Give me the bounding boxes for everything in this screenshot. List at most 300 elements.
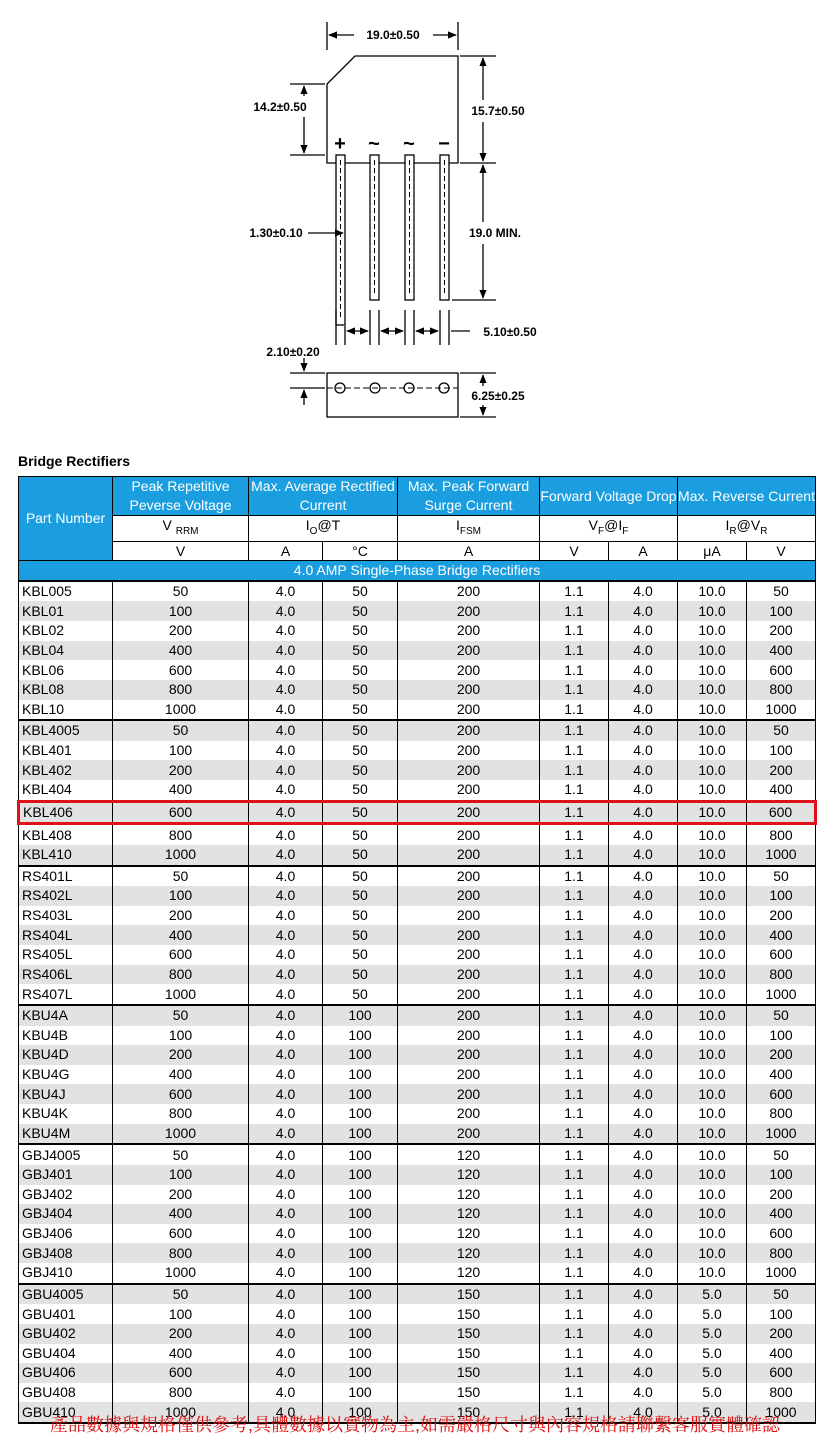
cell-ir: 10.0 <box>678 780 747 801</box>
cell-if: 4.0 <box>609 1263 678 1284</box>
symbol-ifsm: $I_{FSM}$ <box>398 516 540 542</box>
cell-ifsm: 200 <box>398 945 540 965</box>
cell-ifsm: 150 <box>398 1363 540 1383</box>
cell-vrrm: 800 <box>113 965 249 985</box>
cell-temp: 50 <box>323 886 398 906</box>
cell-temp: 100 <box>323 1185 398 1205</box>
cell-part-number: KBL402 <box>19 760 113 780</box>
cell-vf: 1.1 <box>540 1383 609 1403</box>
cell-ifsm: 200 <box>398 1084 540 1104</box>
table-row <box>19 760 816 780</box>
cell-part-number: KBL4005 <box>19 720 113 741</box>
cell-ir: 5.0 <box>678 1344 747 1364</box>
cell-vrrm: 50 <box>113 581 249 602</box>
cell-vf: 1.1 <box>540 1224 609 1244</box>
dim-body-left: 14.2±0.50 <box>253 100 307 114</box>
cell-io: 4.0 <box>249 700 323 721</box>
unit-temp: °C <box>323 541 398 560</box>
cell-vf: 1.1 <box>540 720 609 741</box>
cell-vrrm: 1000 <box>113 700 249 721</box>
cell-part-number: KBL10 <box>19 700 113 721</box>
cell-vr: 50 <box>747 1005 816 1026</box>
cell-vf: 1.1 <box>540 1263 609 1284</box>
cell-if: 4.0 <box>609 1084 678 1104</box>
cell-ir: 10.0 <box>678 1104 747 1124</box>
cell-ir: 5.0 <box>678 1284 747 1305</box>
cell-vr: 1000 <box>747 984 816 1005</box>
cell-io: 4.0 <box>249 601 323 621</box>
table-row <box>19 1204 816 1224</box>
cell-vrrm: 100 <box>113 1304 249 1324</box>
cell-ifsm: 200 <box>398 741 540 761</box>
cell-io: 4.0 <box>249 845 323 866</box>
cell-vr: 1000 <box>747 845 816 866</box>
cell-vr: 100 <box>747 1026 816 1046</box>
cell-vr: 600 <box>747 1084 816 1104</box>
cell-ir: 10.0 <box>678 641 747 661</box>
table-row <box>19 660 816 680</box>
cell-if: 4.0 <box>609 1224 678 1244</box>
cell-vrrm: 800 <box>113 824 249 845</box>
cell-part-number: GBJ404 <box>19 1204 113 1224</box>
cell-io: 4.0 <box>249 906 323 926</box>
cell-vr: 400 <box>747 780 816 801</box>
cell-ir: 10.0 <box>678 1185 747 1205</box>
cell-ifsm: 200 <box>398 801 540 824</box>
cell-vr: 200 <box>747 621 816 641</box>
table-row <box>19 1383 816 1403</box>
cell-part-number: KBL408 <box>19 824 113 845</box>
table-row <box>19 780 816 801</box>
cell-vf: 1.1 <box>540 1084 609 1104</box>
cell-io: 4.0 <box>249 984 323 1005</box>
cell-ifsm: 200 <box>398 1026 540 1046</box>
table-row <box>19 1026 816 1046</box>
unit-ir: μA <box>678 541 747 560</box>
spec-table <box>17 476 817 1424</box>
dim-width: 19.0±0.50 <box>366 28 420 42</box>
category-band: 4.0 AMP Single-Phase Bridge Rectifiers <box>19 560 816 581</box>
cell-ir: 10.0 <box>678 925 747 945</box>
cell-temp: 100 <box>323 1383 398 1403</box>
header-ir: Max. Reverse Current <box>678 477 816 516</box>
cell-ifsm: 200 <box>398 680 540 700</box>
cell-ifsm: 200 <box>398 601 540 621</box>
cell-io: 4.0 <box>249 780 323 801</box>
cell-part-number: GBU404 <box>19 1344 113 1364</box>
pin-mark-minus: − <box>438 133 450 155</box>
table-row <box>19 1284 816 1305</box>
cell-if: 4.0 <box>609 965 678 985</box>
cell-vf: 1.1 <box>540 760 609 780</box>
symbol-vf: $V_F@I_F$ <box>540 516 678 542</box>
cell-part-number: GBU4005 <box>19 1284 113 1305</box>
cell-part-number: GBU401 <box>19 1304 113 1324</box>
cell-ir: 10.0 <box>678 886 747 906</box>
cell-ir: 10.0 <box>678 581 747 602</box>
cell-if: 4.0 <box>609 945 678 965</box>
dim-lead-offset: 2.10±0.20 <box>266 345 320 359</box>
cell-vr: 400 <box>747 1344 816 1364</box>
cell-vf: 1.1 <box>540 1065 609 1085</box>
cell-if: 4.0 <box>609 700 678 721</box>
table-row <box>19 845 816 866</box>
cell-if: 4.0 <box>609 641 678 661</box>
cell-vrrm: 50 <box>113 1144 249 1165</box>
cell-temp: 100 <box>323 1243 398 1263</box>
cell-io: 4.0 <box>249 824 323 845</box>
cell-if: 4.0 <box>609 601 678 621</box>
cell-part-number: RS405L <box>19 945 113 965</box>
cell-ifsm: 200 <box>398 886 540 906</box>
cell-temp: 50 <box>323 601 398 621</box>
cell-vr: 600 <box>747 660 816 680</box>
cell-vf: 1.1 <box>540 1045 609 1065</box>
cell-ir: 10.0 <box>678 720 747 741</box>
cell-vf: 1.1 <box>540 845 609 866</box>
cell-vrrm: 200 <box>113 1185 249 1205</box>
section-title: Bridge Rectifiers <box>18 453 131 469</box>
cell-part-number: KBL406 <box>19 801 113 824</box>
cell-ir: 10.0 <box>678 760 747 780</box>
cell-io: 4.0 <box>249 741 323 761</box>
cell-ir: 10.0 <box>678 984 747 1005</box>
cell-ir: 10.0 <box>678 1224 747 1244</box>
table-row <box>19 1065 816 1085</box>
table-row <box>19 886 816 906</box>
cell-vr: 200 <box>747 1185 816 1205</box>
cell-vf: 1.1 <box>540 965 609 985</box>
cell-part-number: KBU4A <box>19 1005 113 1026</box>
cell-io: 4.0 <box>249 760 323 780</box>
cell-vr: 50 <box>747 866 816 887</box>
dim-lead-length: 19.0 MIN. <box>468 226 522 240</box>
cell-vrrm: 200 <box>113 1045 249 1065</box>
table-row <box>19 925 816 945</box>
cell-io: 4.0 <box>249 945 323 965</box>
cell-if: 4.0 <box>609 1045 678 1065</box>
dim-thickness: 6.25±0.25 <box>471 389 525 403</box>
cell-io: 4.0 <box>249 1026 323 1046</box>
cell-part-number: GBJ408 <box>19 1243 113 1263</box>
cell-vf: 1.1 <box>540 925 609 945</box>
table-body <box>19 581 816 1423</box>
header-ifsm: Max. Peak Forward Surge Current <box>398 477 540 516</box>
cell-vf: 1.1 <box>540 700 609 721</box>
cell-vf: 1.1 <box>540 906 609 926</box>
symbol-io: $I_O@T$ <box>249 516 398 542</box>
cell-ifsm: 200 <box>398 700 540 721</box>
cell-ifsm: 150 <box>398 1324 540 1344</box>
table-row <box>19 601 816 621</box>
cell-vr: 200 <box>747 1324 816 1344</box>
unit-vf: V <box>540 541 609 560</box>
cell-vf: 1.1 <box>540 1243 609 1263</box>
cell-temp: 100 <box>323 1165 398 1185</box>
cell-vf: 1.1 <box>540 984 609 1005</box>
cell-if: 4.0 <box>609 1165 678 1185</box>
cell-temp: 100 <box>323 1304 398 1324</box>
cell-part-number: KBL02 <box>19 621 113 641</box>
cell-part-number: KBU4M <box>19 1124 113 1145</box>
cell-io: 4.0 <box>249 1185 323 1205</box>
cell-ifsm: 150 <box>398 1304 540 1324</box>
cell-ifsm: 200 <box>398 1005 540 1026</box>
cell-part-number: KBL04 <box>19 641 113 661</box>
cell-if: 4.0 <box>609 845 678 866</box>
cell-ir: 5.0 <box>678 1363 747 1383</box>
cell-io: 4.0 <box>249 660 323 680</box>
cell-io: 4.0 <box>249 1263 323 1284</box>
header-vf: Forward Voltage Drop <box>540 477 678 516</box>
cell-if: 4.0 <box>609 1402 678 1423</box>
cell-vf: 1.1 <box>540 1402 609 1423</box>
cell-ir: 10.0 <box>678 1144 747 1165</box>
cell-vr: 200 <box>747 1045 816 1065</box>
cell-temp: 100 <box>323 1263 398 1284</box>
cell-vr: 100 <box>747 886 816 906</box>
cell-vr: 800 <box>747 965 816 985</box>
cell-part-number: GBU408 <box>19 1383 113 1403</box>
cell-temp: 50 <box>323 845 398 866</box>
cell-vrrm: 100 <box>113 601 249 621</box>
cell-ir: 10.0 <box>678 801 747 824</box>
cell-vrrm: 200 <box>113 760 249 780</box>
cell-part-number: GBU410 <box>19 1402 113 1423</box>
cell-vf: 1.1 <box>540 601 609 621</box>
cell-ir: 5.0 <box>678 1383 747 1403</box>
table-row <box>19 1324 816 1344</box>
cell-io: 4.0 <box>249 1124 323 1145</box>
cell-vr: 50 <box>747 1144 816 1165</box>
table-row <box>19 1124 816 1145</box>
cell-part-number: KBU4J <box>19 1084 113 1104</box>
cell-vrrm: 50 <box>113 1005 249 1026</box>
table-row <box>19 1344 816 1364</box>
table-row <box>19 1045 816 1065</box>
cell-temp: 100 <box>323 1104 398 1124</box>
cell-vr: 50 <box>747 1284 816 1305</box>
cell-ir: 10.0 <box>678 660 747 680</box>
cell-part-number: GBU402 <box>19 1324 113 1344</box>
cell-vrrm: 400 <box>113 780 249 801</box>
cell-vrrm: 400 <box>113 925 249 945</box>
unit-vr: V <box>747 541 816 560</box>
cell-ir: 10.0 <box>678 866 747 887</box>
cell-vf: 1.1 <box>540 641 609 661</box>
cell-temp: 100 <box>323 1324 398 1344</box>
cell-vrrm: 800 <box>113 1104 249 1124</box>
cell-if: 4.0 <box>609 1144 678 1165</box>
table-row <box>19 621 816 641</box>
cell-ir: 10.0 <box>678 1263 747 1284</box>
cell-temp: 50 <box>323 760 398 780</box>
cell-vf: 1.1 <box>540 1005 609 1026</box>
cell-ifsm: 150 <box>398 1284 540 1305</box>
table-row <box>19 906 816 926</box>
cell-io: 4.0 <box>249 581 323 602</box>
cell-part-number: RS403L <box>19 906 113 926</box>
cell-temp: 100 <box>323 1344 398 1364</box>
cell-ir: 10.0 <box>678 1084 747 1104</box>
table-row <box>19 641 816 661</box>
cell-part-number: KBU4G <box>19 1065 113 1085</box>
cell-io: 4.0 <box>249 925 323 945</box>
cell-vf: 1.1 <box>540 945 609 965</box>
cell-vf: 1.1 <box>540 1344 609 1364</box>
cell-part-number: RS404L <box>19 925 113 945</box>
cell-if: 4.0 <box>609 780 678 801</box>
table-row <box>19 1144 816 1165</box>
cell-vr: 50 <box>747 720 816 741</box>
cell-vr: 800 <box>747 1243 816 1263</box>
cell-vf: 1.1 <box>540 1144 609 1165</box>
cell-temp: 50 <box>323 741 398 761</box>
cell-vf: 1.1 <box>540 1204 609 1224</box>
cell-ifsm: 200 <box>398 984 540 1005</box>
cell-vrrm: 600 <box>113 801 249 824</box>
cell-ifsm: 120 <box>398 1165 540 1185</box>
cell-ifsm: 200 <box>398 965 540 985</box>
cell-io: 4.0 <box>249 1165 323 1185</box>
cell-vr: 100 <box>747 741 816 761</box>
cell-if: 4.0 <box>609 660 678 680</box>
dim-pitch: 5.10±0.50 <box>483 325 537 339</box>
cell-vf: 1.1 <box>540 581 609 602</box>
cell-ir: 10.0 <box>678 945 747 965</box>
cell-ir: 10.0 <box>678 1165 747 1185</box>
cell-if: 4.0 <box>609 1065 678 1085</box>
table-row <box>19 1005 816 1026</box>
cell-vrrm: 100 <box>113 886 249 906</box>
cell-vf: 1.1 <box>540 824 609 845</box>
cell-vf: 1.1 <box>540 741 609 761</box>
cell-if: 4.0 <box>609 1304 678 1324</box>
cell-ifsm: 150 <box>398 1344 540 1364</box>
cell-temp: 100 <box>323 1144 398 1165</box>
cell-ifsm: 120 <box>398 1144 540 1165</box>
cell-vrrm: 100 <box>113 741 249 761</box>
cell-part-number: KBL005 <box>19 581 113 602</box>
cell-vr: 800 <box>747 1104 816 1124</box>
cell-ifsm: 200 <box>398 581 540 602</box>
cell-ifsm: 200 <box>398 780 540 801</box>
cell-temp: 100 <box>323 1284 398 1305</box>
cell-io: 4.0 <box>249 1065 323 1085</box>
cell-vf: 1.1 <box>540 1165 609 1185</box>
cell-ir: 10.0 <box>678 680 747 700</box>
cell-temp: 50 <box>323 621 398 641</box>
cell-ir: 10.0 <box>678 1065 747 1085</box>
table-row <box>19 1165 816 1185</box>
footnote: 產品數據與規格僅供參考,具體數據以實物為主,如需嚴格尺寸與內容規格請聯繫客服實體確認 <box>50 1415 780 1435</box>
cell-vrrm: 50 <box>113 1284 249 1305</box>
dim-body-right: 15.7±0.50 <box>471 104 525 118</box>
cell-if: 4.0 <box>609 1204 678 1224</box>
cell-io: 4.0 <box>249 886 323 906</box>
cell-if: 4.0 <box>609 1284 678 1305</box>
table-row <box>19 1104 816 1124</box>
cell-vrrm: 400 <box>113 1204 249 1224</box>
cell-vf: 1.1 <box>540 1104 609 1124</box>
cell-vr: 400 <box>747 1204 816 1224</box>
cell-io: 4.0 <box>249 1005 323 1026</box>
cell-part-number: GBJ4005 <box>19 1144 113 1165</box>
cell-if: 4.0 <box>609 1124 678 1145</box>
header-part-number: Part Number <box>19 477 113 561</box>
cell-temp: 50 <box>323 680 398 700</box>
cell-ifsm: 120 <box>398 1243 540 1263</box>
cell-temp: 100 <box>323 1204 398 1224</box>
table-row <box>19 965 816 985</box>
cell-vr: 600 <box>747 1363 816 1383</box>
cell-vrrm: 100 <box>113 1026 249 1046</box>
cell-io: 4.0 <box>249 1344 323 1364</box>
cell-vr: 200 <box>747 906 816 926</box>
cell-io: 4.0 <box>249 965 323 985</box>
cell-part-number: RS406L <box>19 965 113 985</box>
cell-vr: 1000 <box>747 1263 816 1284</box>
cell-ir: 5.0 <box>678 1304 747 1324</box>
cell-vf: 1.1 <box>540 1124 609 1145</box>
table-row <box>19 720 816 741</box>
cell-vf: 1.1 <box>540 1324 609 1344</box>
cell-vr: 800 <box>747 680 816 700</box>
table-row <box>19 866 816 887</box>
cell-vrrm: 1000 <box>113 1124 249 1145</box>
cell-temp: 50 <box>323 720 398 741</box>
cell-if: 4.0 <box>609 1383 678 1403</box>
cell-ir: 10.0 <box>678 1005 747 1026</box>
cell-if: 4.0 <box>609 720 678 741</box>
cell-vr: 1000 <box>747 700 816 721</box>
cell-ifsm: 200 <box>398 1124 540 1145</box>
cell-io: 4.0 <box>249 1204 323 1224</box>
cell-ir: 10.0 <box>678 1243 747 1263</box>
cell-ifsm: 200 <box>398 760 540 780</box>
header-io: Max. Average Rectified Current <box>249 477 398 516</box>
cell-ir: 10.0 <box>678 906 747 926</box>
cell-io: 4.0 <box>249 1104 323 1124</box>
cell-ir: 10.0 <box>678 965 747 985</box>
cell-vr: 600 <box>747 1224 816 1244</box>
cell-if: 4.0 <box>609 680 678 700</box>
cell-temp: 100 <box>323 1402 398 1423</box>
cell-temp: 50 <box>323 660 398 680</box>
cell-ir: 10.0 <box>678 1026 747 1046</box>
cell-temp: 50 <box>323 641 398 661</box>
cell-if: 4.0 <box>609 801 678 824</box>
cell-ifsm: 200 <box>398 641 540 661</box>
cell-vrrm: 600 <box>113 1224 249 1244</box>
cell-part-number: KBL06 <box>19 660 113 680</box>
cell-temp: 50 <box>323 824 398 845</box>
cell-if: 4.0 <box>609 1185 678 1205</box>
cell-vrrm: 800 <box>113 1383 249 1403</box>
cell-vr: 400 <box>747 925 816 945</box>
cell-vr: 200 <box>747 760 816 780</box>
table-row <box>19 801 816 824</box>
cell-temp: 100 <box>323 1363 398 1383</box>
cell-part-number: GBJ410 <box>19 1263 113 1284</box>
cell-io: 4.0 <box>249 720 323 741</box>
cell-ifsm: 200 <box>398 845 540 866</box>
table-row <box>19 1363 816 1383</box>
cell-if: 4.0 <box>609 1104 678 1124</box>
cell-part-number: KBL404 <box>19 780 113 801</box>
cell-if: 4.0 <box>609 1026 678 1046</box>
table-row <box>19 680 816 700</box>
